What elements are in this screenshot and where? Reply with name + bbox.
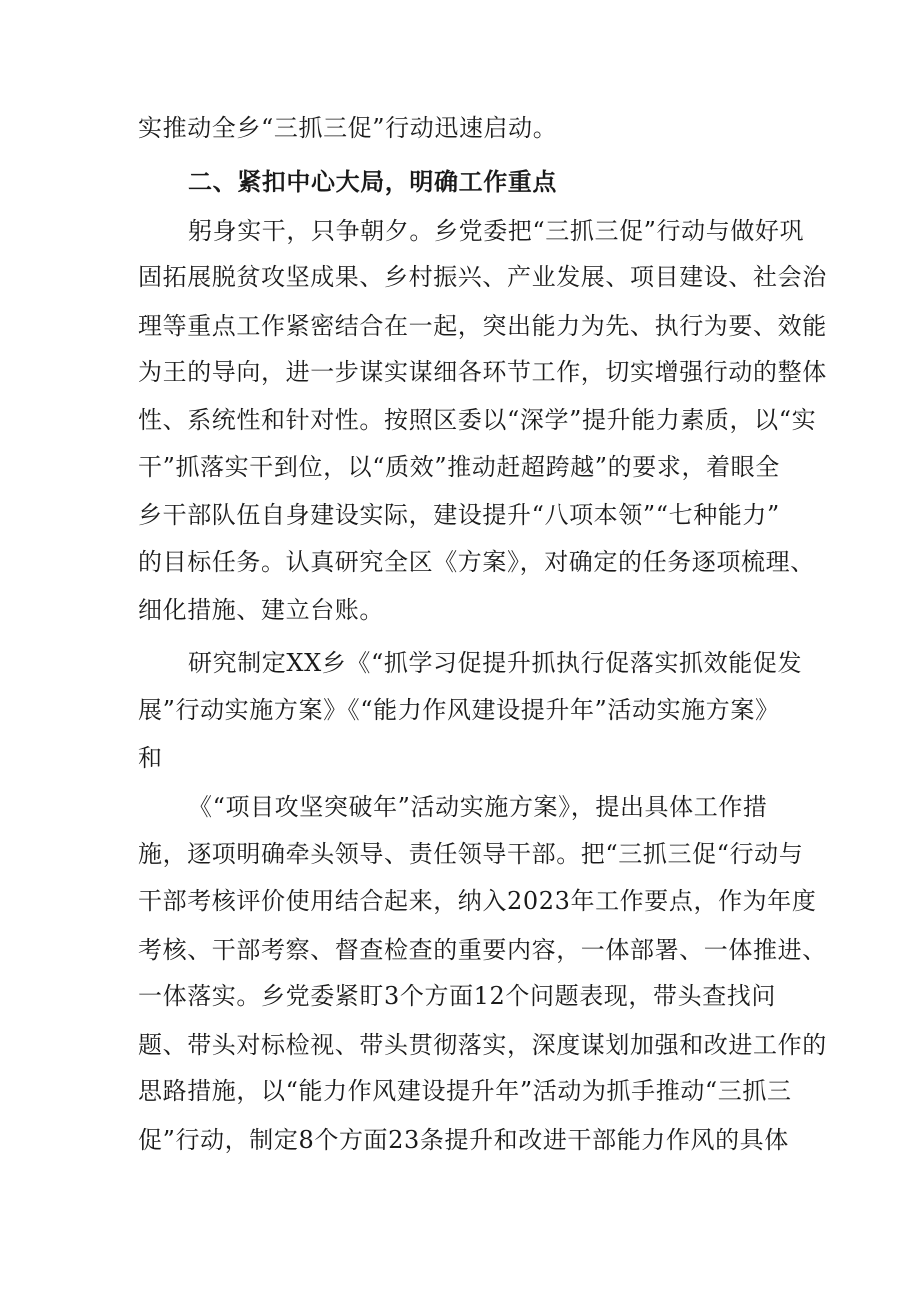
paragraph-line: 固拓展脱贫攻坚成果、乡村振兴、产业发展、项目建设、社会治	[138, 263, 827, 291]
paragraph-line: 细化措施、建立台账。	[138, 596, 384, 624]
section-heading: 二、紧扣中心大局，明确工作重点	[188, 167, 557, 196]
paragraph-line: 性、系统性和针对性。按照区委以“深学”提升能力素质，以“实	[138, 406, 817, 434]
paragraph-line: 和	[138, 744, 163, 772]
paragraph-line: 施，逐项明确牵头领导、责任领导干部。把“三抓三促“行动与	[138, 840, 804, 868]
paragraph-line: 《“项目攻坚突破年”活动实施方案》，提出具体工作措	[188, 793, 768, 821]
paragraph-line: 乡干部队伍自身建设实际，建设提升“八项本领”“七种能力”	[138, 501, 780, 529]
paragraph-line: 题、带头对标检视、带头贯彻落实，深度谋划加强和改进工作的	[138, 1031, 827, 1059]
paragraph-line: 思路措施，以“能力作风建设提升年”活动为抓手推动“三抓三	[138, 1077, 792, 1105]
paragraph-line: 考核、干部考察、督查检查的重要内容，一体部署、一体推进、	[138, 936, 827, 964]
paragraph-line: 研究制定XX乡《“抓学习促提升抓执行促落实抓效能促发	[188, 649, 803, 677]
paragraph-line: 躬身实干，只争朝夕。乡党委把“三抓三促”行动与做好巩	[188, 217, 805, 245]
paragraph-line: 一体落实。乡党委紧盯3个方面12个问题表现，带头查找问	[138, 982, 777, 1010]
paragraph-line: 干部考核评价使用结合起来，纳入2023年工作要点，作为年度	[138, 887, 817, 915]
paragraph-line: 理等重点工作紧密结合在一起，突出能力为先、执行为要、效能	[138, 312, 827, 340]
paragraph-line: 展”行动实施方案》《“能力作风建设提升年”活动实施方案》	[138, 696, 780, 724]
paragraph-line: 干”抓落实干到位，以“质效”推动赶超跨越”的要求，着眼全	[138, 453, 780, 481]
paragraph-line: 的目标任务。认真研究全区《方案》，对确定的任务逐项梳理、	[138, 548, 815, 576]
paragraph-line: 实推动全乡“三抓三促”行动迅速启动。	[138, 114, 558, 142]
paragraph-line: 为王的导向，进一步谋实谋细各环节工作，切实增强行动的整体	[138, 358, 827, 386]
paragraph-line: 促”行动，制定8个方面23条提升和改进干部能力作风的具体	[138, 1126, 789, 1154]
